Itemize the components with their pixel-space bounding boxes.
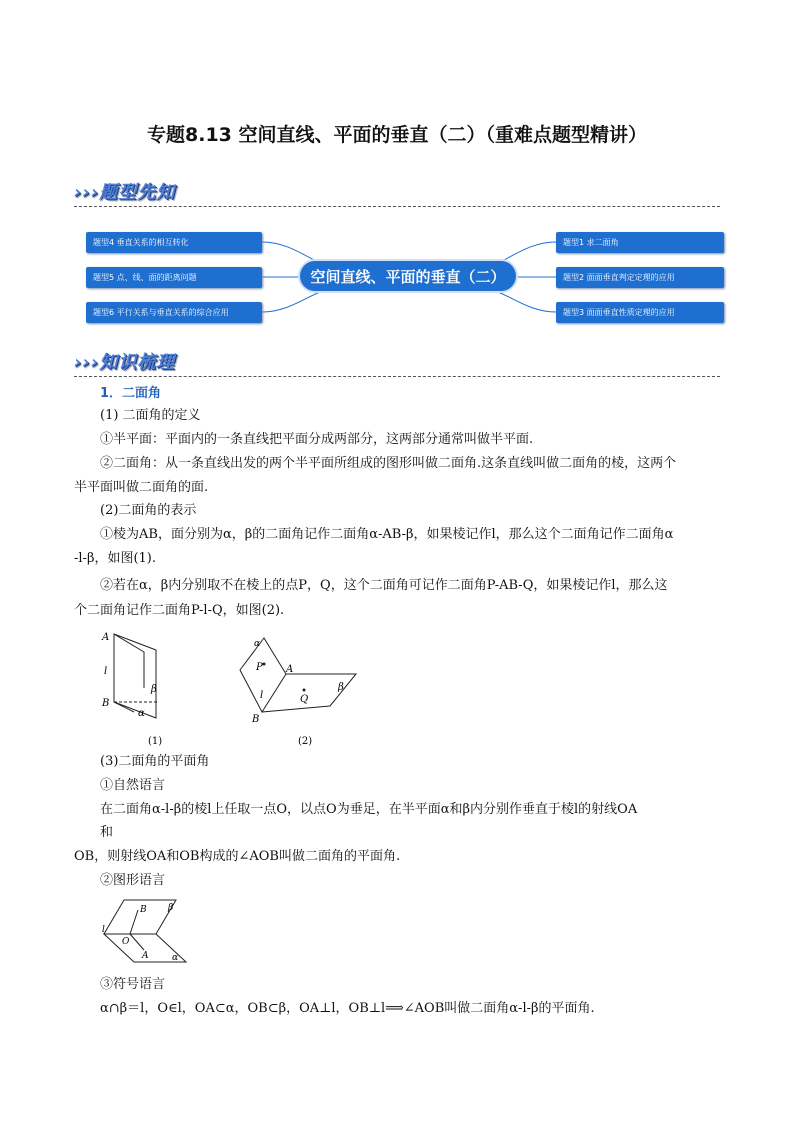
text-line: 半平面叫做二面角的面. [74,480,209,495]
fig2-label-A: A [286,664,294,675]
text-line: (2)二面角的表示 [100,503,197,518]
dashed-divider [74,376,720,377]
text-line: ①棱为AB，面分别为α，β的二面角记作二面角α-AB-β，如果棱记作l，那么这个二面角记作二面角α [100,527,674,542]
fig1-label-B: B [102,698,110,709]
fig2-label-Q: Q [300,694,309,705]
section-header-knowledge [74,348,720,380]
fig3-label-B: B [140,905,147,915]
text-line: ①半平面：平面内的一条直线把平面分成两部分，这两部分通常叫做半平面. [100,432,534,447]
fig2-caption: (2) [298,736,313,747]
fig1-label-alpha: α [138,708,145,719]
mindmap-node-right-1: 题型1 求二面角 [556,232,724,253]
mindmap-node-right-3: 题型3 面面垂直性质定理的应用 [556,302,724,323]
fig3-label-A: A [142,951,149,961]
figure-plane-angle [98,894,194,968]
page-title: 专题8.13 空间直线、平面的垂直（二）（重难点题型精讲） [147,124,647,146]
text-line: 在二面角α-l-β的棱l上任取一点O，以点O为垂足，在半平面α和β内分别作垂直于棱l的射线OA [100,802,638,817]
text-line: ②图形语言 [100,873,166,888]
text-line: ②二面角：从一条直线出发的两个半平面所组成的图形叫做二面角.这条直线叫做二面角的棱，这两个 [100,456,677,471]
text-line: (3)二面角的平面角 [100,754,210,769]
dashed-divider [74,206,720,207]
fig1-label-A: A [102,632,110,643]
fig3-label-O: O [122,937,130,947]
figure-2-dihedral [234,628,364,748]
mindmap-node-right-2: 题型2 面面垂直判定定理的应用 [556,267,724,288]
mindmap-node-left-2: 题型5 点、线、面的距离问题 [86,267,262,288]
heading-dihedral: 1．二面角 [100,386,162,401]
fig2-label-l: l [260,690,264,701]
fig2-label-beta: β [338,682,344,693]
fig3-label-alpha: α [172,953,179,963]
mindmap-center-node: 空间直线、平面的垂直（二） [298,259,518,293]
figure-1-dihedral [98,628,178,748]
mindmap-node-left-1: 题型4 垂直关系的相互转化 [86,232,262,253]
text-line: (1) 二面角的定义 [100,408,201,423]
fig3-label-beta: β [168,903,174,913]
mindmap-node-left-3: 题型6 平行关系与垂直关系的综合应用 [86,302,262,323]
fig2-label-alpha: α [254,639,261,649]
fig2-label-B: B [252,714,260,725]
text-line: -l-β，如图(1). [74,551,157,566]
text-line: α∩β＝l，O∈l，OA⊂α，OB⊂β，OA⊥l，OB⊥l⟹∠AOB叫做二面角α-l-β的平面角. [100,1001,595,1016]
text-line: 和 [100,825,114,840]
text-line: ①自然语言 [100,778,166,793]
section-header-preview [74,178,720,210]
text-line: OB，则射线OA和OB构成的∠AOB叫做二面角的平面角. [74,849,401,864]
fig2-label-P: P [256,662,263,673]
text-line: ③符号语言 [100,977,166,992]
fig3-label-l: l [102,925,105,935]
fig1-label-l: l [104,666,108,677]
mindmap [86,228,726,326]
fig1-caption: (1) [148,736,163,747]
text-line: 个二面角记作二面角P-l-Q，如图(2). [74,603,285,618]
section-banner: ›››题型先知 [74,182,176,203]
fig1-label-beta: β [151,684,157,695]
text-line: ②若在α，β内分别取不在棱上的点P，Q，这个二面角可记作二面角P-AB-Q，如果棱记作l，那么这 [100,578,668,593]
section-banner: ›››知识梳理 [74,352,176,373]
